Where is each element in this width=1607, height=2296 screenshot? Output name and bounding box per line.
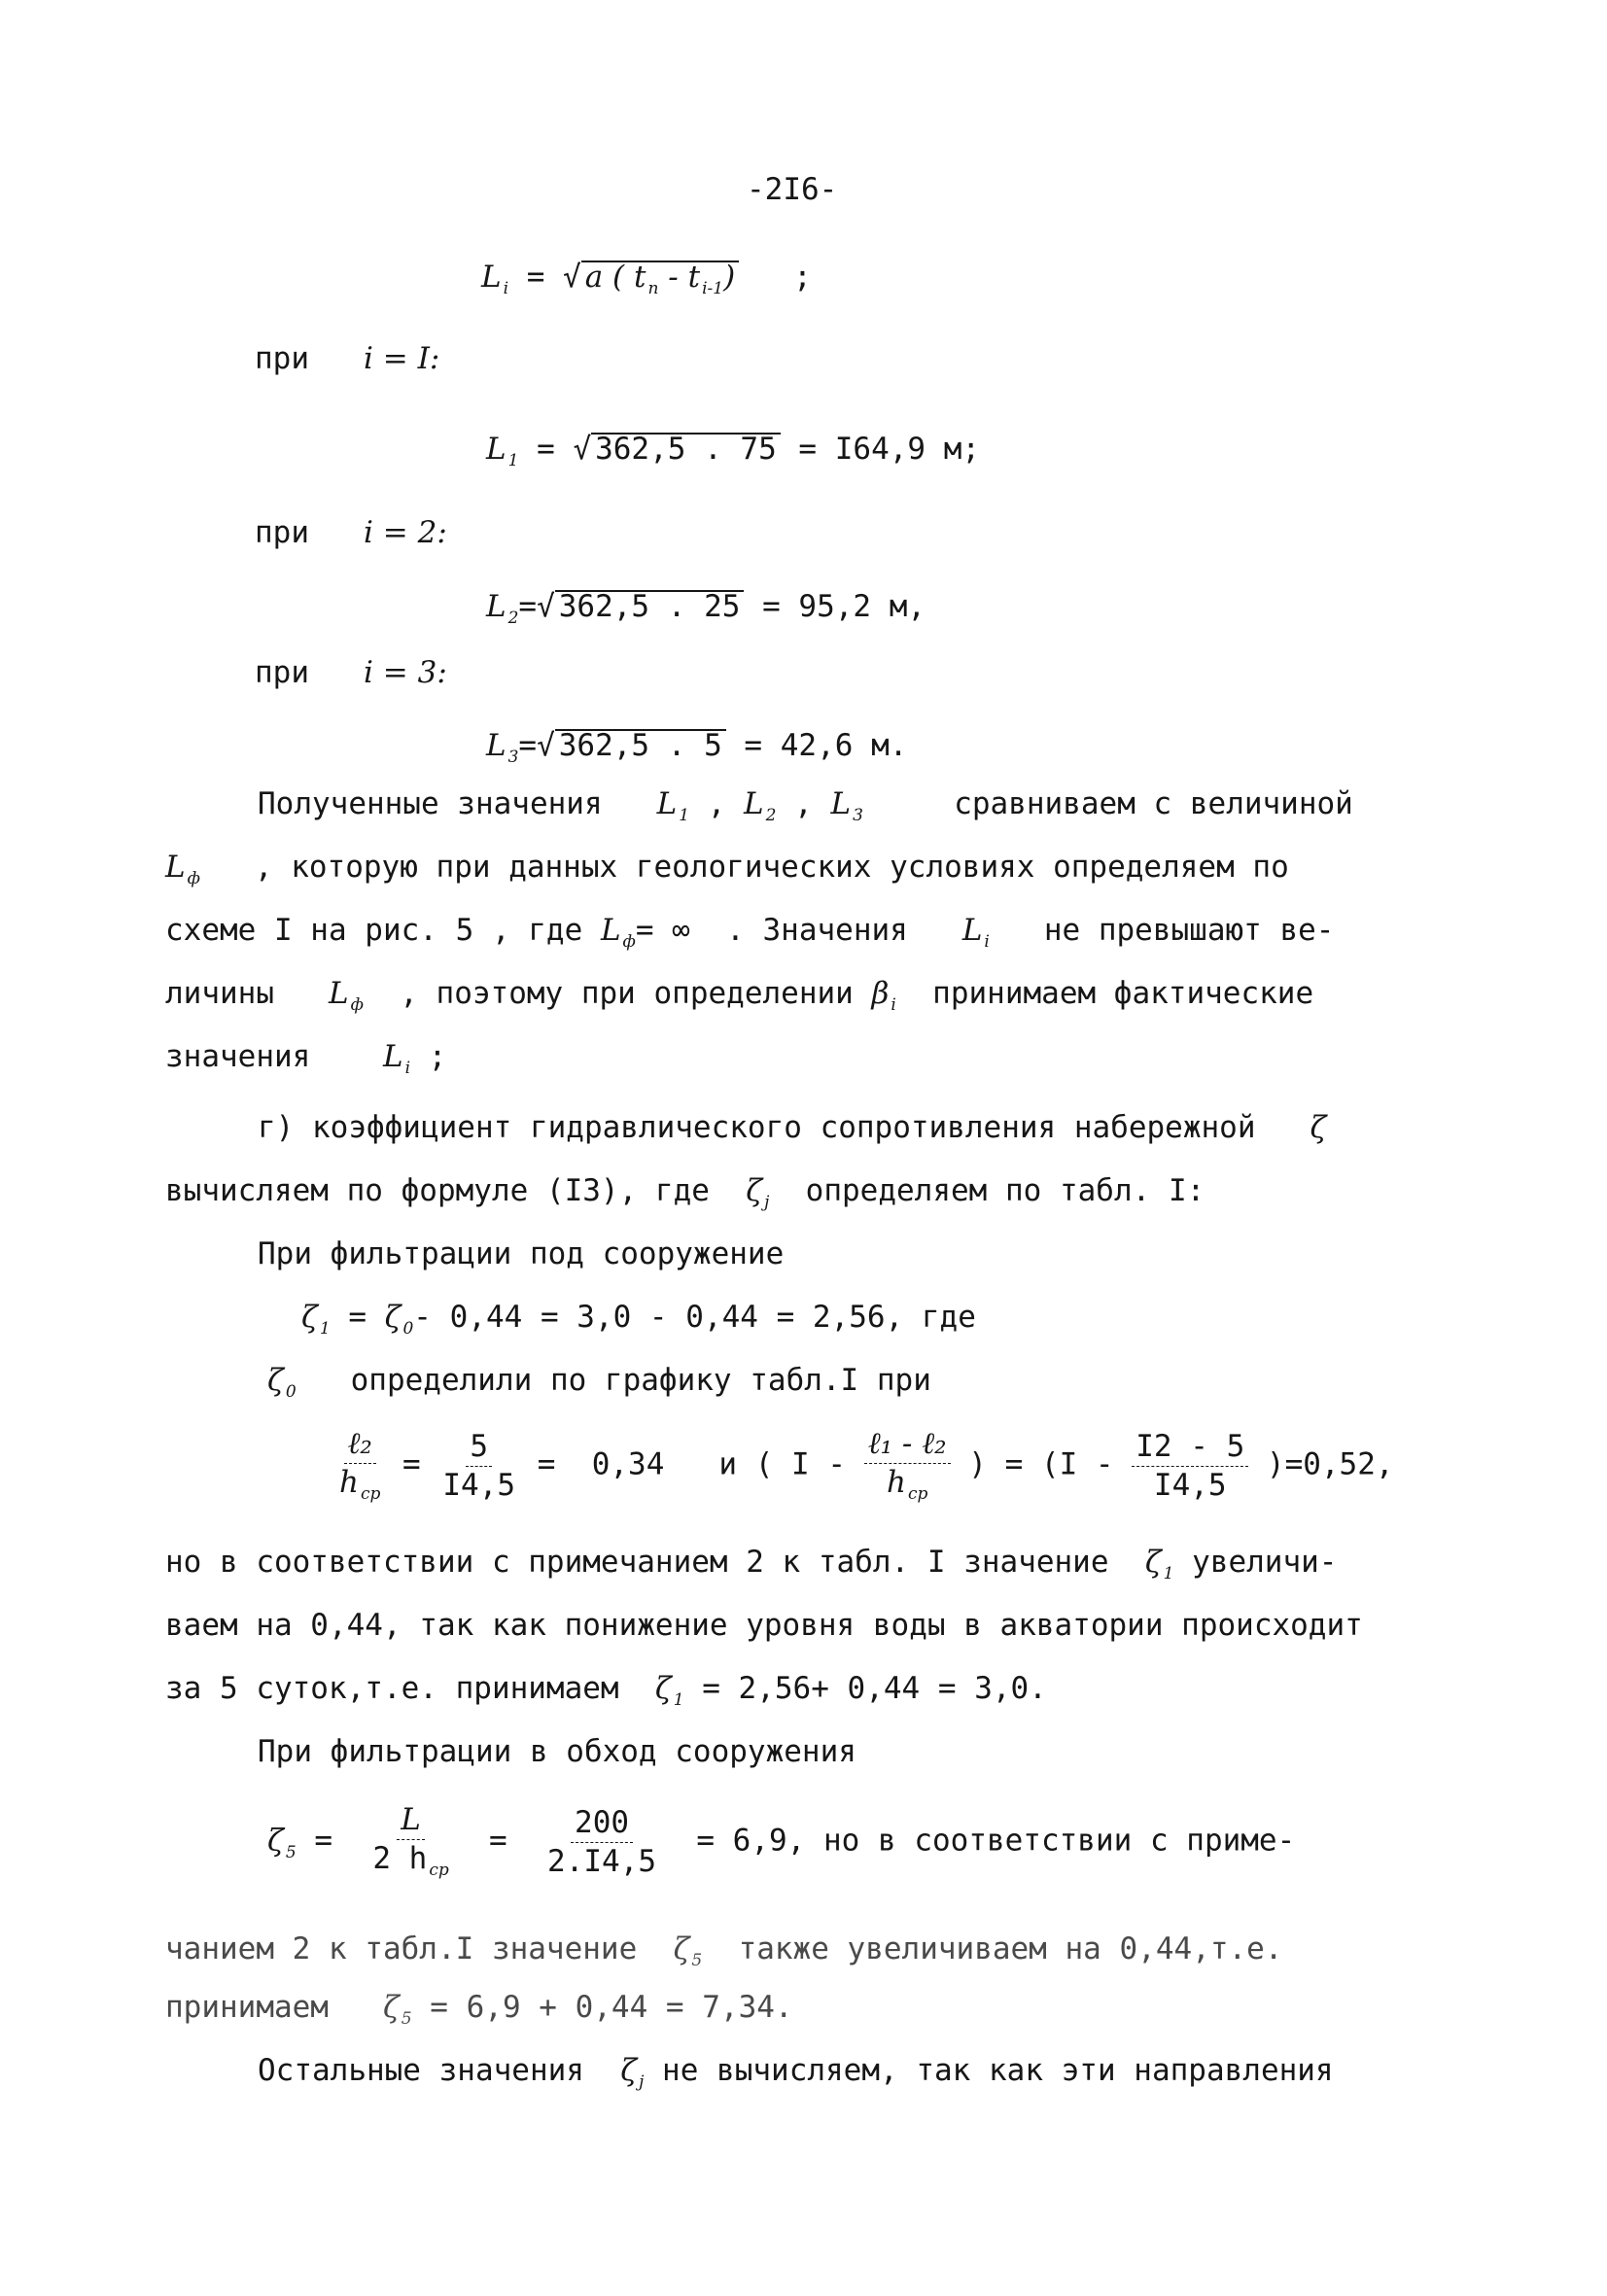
para3-line3: за 5 суток,т.е. принимаем ζ $_1$ = 2,56+ 0,44 = 3,0. (165, 1671, 1047, 1710)
zeta1-formula: ζ $_1$ = ζ $_0$- 0,44 = 3,0 - 0,44 = 2,56, где (301, 1300, 976, 1339)
formula-general: L $_i$ = √ a ( t $_n$ - t $_{i-1}$) ; (481, 260, 812, 298)
case1-formula: L $_1$ = √ 362,5 . 75 = I64,9 м; (486, 432, 981, 470)
fraction-200-2145: $\frac{200}{2.I4,5}$ (547, 1804, 657, 1879)
para1-line1: Полученные значения L $_1$ , L $_2$ , L $_3$ сравниваем с величиной (258, 786, 1353, 825)
case1-label: при i = I: (255, 341, 440, 376)
para3-line1: но в соответствии с примечанием 2 к табл. I значение ζ $_1$ увеличи- (165, 1545, 1338, 1583)
page-number: -2I6- (747, 172, 838, 207)
formula-radicand: a ( t $_n$ - t $_{i-1}$) (581, 261, 739, 297)
para2-line2: вычисляем по формуле (I3), где ζ $_j$ определяем по табл. I: (165, 1173, 1205, 1212)
case3-label: при i = 3: (255, 655, 447, 690)
para1-line4: личины L $_ф$ , поэтому при определении β $_i$ принимаем фактические (165, 976, 1314, 1015)
para1-line2: L $_ф$ , которую при данных геологических условиях определяем по (165, 850, 1289, 888)
formula-lhs: L (481, 260, 502, 295)
para2-line1: г) коэффициент гидравлического сопротивления набережной ζ (258, 1110, 1327, 1145)
fraction-L-2hcp: $\frac{L}{2 h _{ср}}$ (372, 1802, 449, 1880)
fraction-l2-hcp: $\frac{\text{ℓ₂}}{h _{ср}}$ (339, 1426, 381, 1504)
case2-label: при i = 2: (255, 515, 447, 550)
para1-line5: значения L $_i$ ; (165, 1039, 447, 1078)
fraction-12-5-145: $\frac{I2 - 5}{I4,5}$ (1132, 1432, 1248, 1501)
para3-line4: При фильтрации в обход сооружения (258, 1734, 856, 1769)
zeta0-line: ζ $_0$ определили по графику табл.I при (267, 1363, 931, 1402)
fraction-l1-l2-hcp: $\frac{\text{ℓ₁ - ℓ₂}}{h _{ср}}$ (864, 1429, 951, 1503)
para3-line2: ваем на 0,44, так как понижение уровня воды в акватории происходит (165, 1608, 1363, 1643)
case3-formula: L $_3$=√ 362,5 . 5 = 42,6 м. (486, 728, 908, 767)
para4-line1: чанием 2 к табл.I значение ζ $_5$ также увеличиваем на 0,44,т.е. (165, 1931, 1283, 1970)
fraction-5-145: $\frac{5}{I4,5}$ (442, 1428, 516, 1503)
para2-line3: При фильтрации под сооружение (258, 1236, 785, 1271)
para1-line3: схеме I на рис. 5 , где L $_ф$= ∞ . Значения L $_i$ не превышают ве- (165, 913, 1335, 952)
sqrt-symbol: √ (563, 260, 581, 295)
case2-formula: L $_2$=√ 362,5 . 25 = 95,2 м, (486, 589, 926, 628)
zeta5-formula: ζ $_5$ = $\frac{L}{2 h _{ср}}$ = $\frac{200}{2.I4,5}$ = 6,9, но в соответствии с приме- (267, 1802, 1296, 1880)
para4-line3: Остальные значения ζ $_j$ не вычисляем, так как эти направления (258, 2053, 1334, 2092)
para4-line2: принимаем ζ $_5$ = 6,9 + 0,44 = 7,34. (165, 1990, 793, 2029)
ratio-formula: $\frac{\text{ℓ₂}}{h _{ср}}$ = $\frac{5}{I4,5}$ = 0,34 и ( I - $\frac{\text{ℓ₁ - ℓ₂}}{h _{ср}}$ ) = (I - $\frac{I2 - 5}{I4,5}$ )=0,52, (335, 1429, 1394, 1503)
